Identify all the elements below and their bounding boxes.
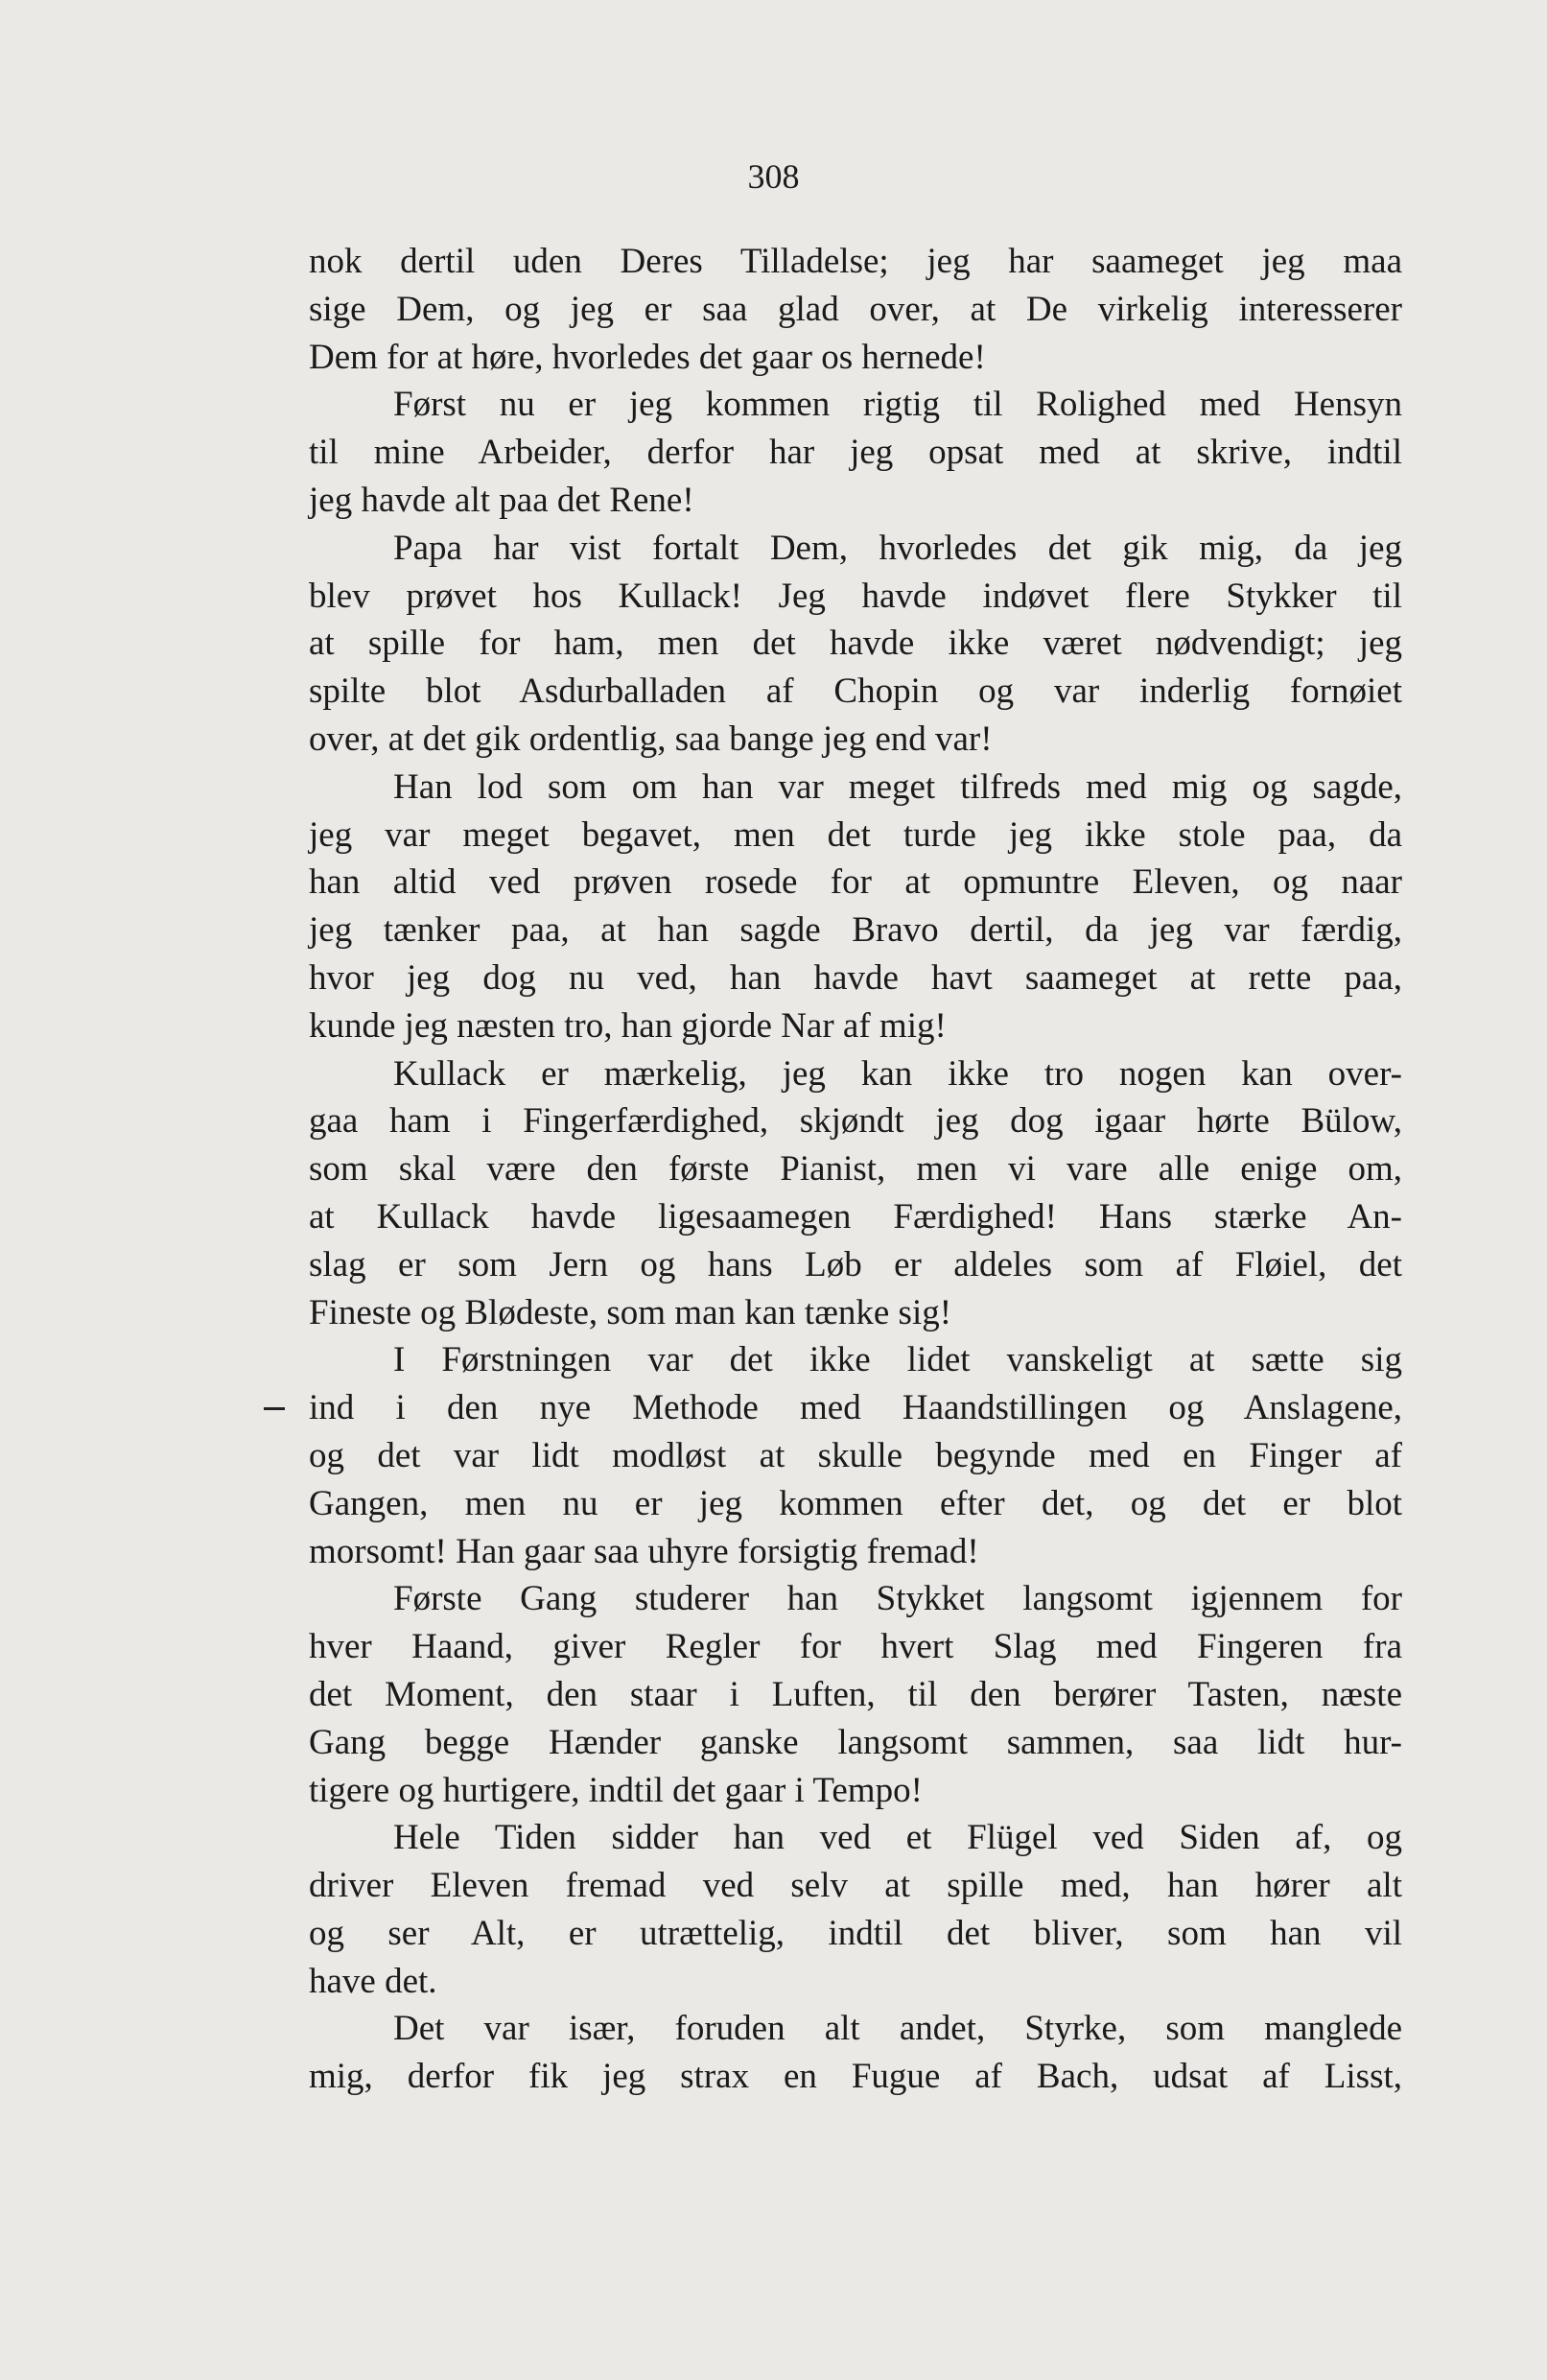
text-line: Gang begge Hænder ganske langsomt sammen, saa lidt hur- <box>309 1722 1402 1762</box>
text-line: hvor jeg dog nu ved, han havde havt saameget at rette paa, <box>309 957 1402 998</box>
text-line: at spille for ham, men det havde ikke været nødvendigt; jeg <box>309 624 1402 664</box>
text-line: blev prøvet hos Kullack! Jeg havde indøvet flere Stykker til <box>309 576 1402 616</box>
text-line: gaa ham i Fingerfærdighed, skjøndt jeg dog igaar hørte Bülow, <box>309 1101 1402 1142</box>
text-line: som skal være den første Pianist, men vi vare alle enige om, <box>309 1149 1402 1190</box>
text-line: og det var lidt modløst at skulle begynde med en Finger af <box>309 1435 1402 1475</box>
text-line: jeg var meget begavet, men det turde jeg ikke stole paa, da <box>309 814 1402 855</box>
text-line: det Moment, den staar i Luften, til den berører Tasten, næste <box>309 1674 1402 1714</box>
text-line: Første Gang studerer han Stykket langsomt igjennem for <box>393 1579 1402 1619</box>
text-line: jeg tænker paa, at han sagde Bravo dertil, da jeg var færdig, <box>309 910 1402 951</box>
margin-mark <box>264 1407 285 1410</box>
text-line: nok dertil uden Deres Tilladelse; jeg har saameget jeg maa <box>309 242 1402 281</box>
text-line: Først nu er jeg kommen rigtig til Rolighed med Hensyn <box>393 385 1402 425</box>
text-line: Hele Tiden sidder han ved et Flügel ved Siden af, og <box>393 1818 1402 1858</box>
text-line: jeg havde alt paa det Rene! <box>309 480 694 520</box>
text-line: hver Haand, giver Regler for hvert Slag med Fingeren fra <box>309 1627 1402 1667</box>
text-line: og ser Alt, er utrættelig, indtil det bliver, som han vil <box>309 1913 1402 1953</box>
text-line: sige Dem, og jeg er saa glad over, at De virkelig interesserer <box>309 289 1402 329</box>
page-number: 308 <box>747 157 800 196</box>
text-line: over, at det gik ordentlig, saa bange jeg end var! <box>309 719 993 759</box>
text-line: tigere og hurtigere, indtil det gaar i Tempo! <box>309 1770 923 1810</box>
body-text <box>309 238 1402 2101</box>
text-line: spilte blot Asdurballaden af Chopin og var inderlig fornøiet <box>309 672 1402 712</box>
text-line: slag er som Jern og hans Løb er aldeles som af Fløiel, det <box>309 1244 1402 1284</box>
text-line: driver Eleven fremad ved selv at spille med, han hører alt <box>309 1866 1402 1906</box>
text-line: have det. <box>309 1961 437 2001</box>
text-line: morsomt! Han gaar saa uhyre forsigtig fremad! <box>309 1531 979 1571</box>
text-line: I Førstningen var det ikke lidet vanskeligt at sætte sig <box>393 1340 1402 1380</box>
text-line: Han lod som om han var meget tilfreds med mig og sagde, <box>393 766 1402 807</box>
text-line: mig, derfor fik jeg strax en Fugue af Bach, udsat af Lisst, <box>309 2057 1402 2097</box>
text-line: Gangen, men nu er jeg kommen efter det, og det er blot <box>309 1483 1402 1523</box>
text-line: han altid ved prøven rosede for at opmuntre Eleven, og naar <box>309 862 1402 903</box>
text-line: kunde jeg næsten tro, han gjorde Nar af mig! <box>309 1005 947 1046</box>
text-line: Kullack er mærkelig, jeg kan ikke tro nogen kan over- <box>393 1053 1402 1094</box>
text-line: Fineste og Blødeste, som man kan tænke sig! <box>309 1292 952 1332</box>
text-line: Papa har vist fortalt Dem, hvorledes det gik mig, da jeg <box>393 528 1402 568</box>
text-line: Det var især, foruden alt andet, Styrke, som manglede <box>393 2009 1402 2049</box>
text-line: at Kullack havde ligesaamegen Færdighed! Hans stærke An- <box>309 1196 1402 1237</box>
text-line: ind i den nye Methode med Haandstillingen og Anslagene, <box>309 1388 1402 1428</box>
text-line: til mine Arbeider, derfor har jeg opsat med at skrive, indtil <box>309 433 1402 473</box>
text-line: Dem for at høre, hvorledes det gaar os hernede! <box>309 337 986 377</box>
